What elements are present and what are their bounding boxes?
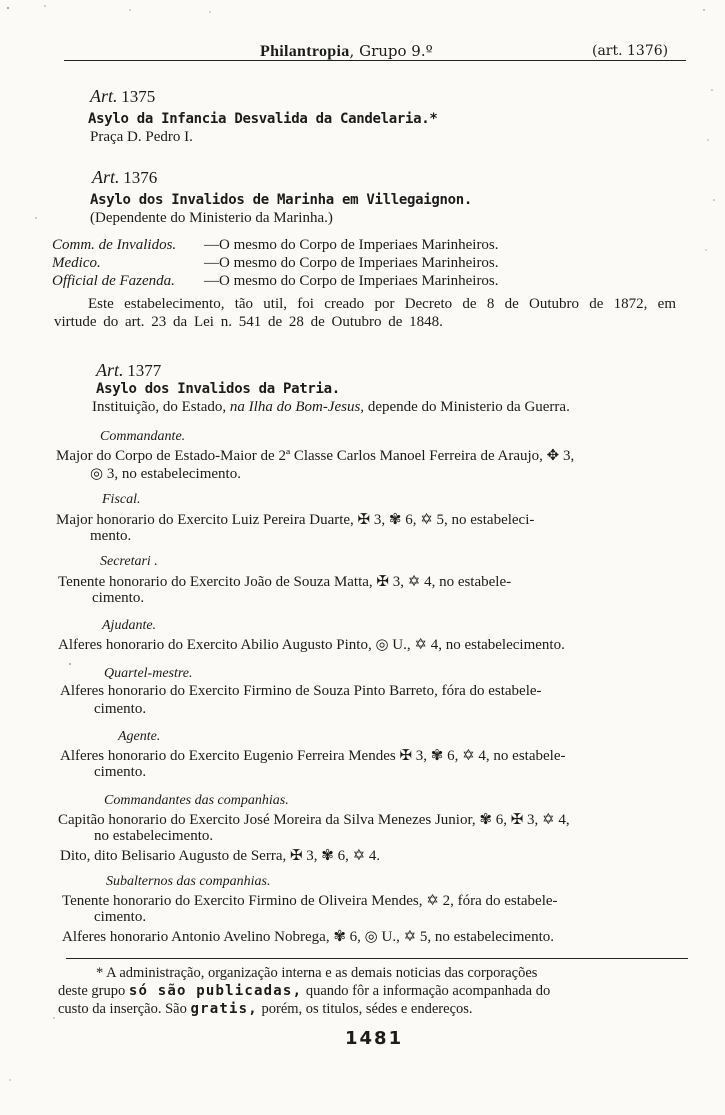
footnote-emphasis: gratis, (190, 1001, 258, 1017)
art-number: 1375 (121, 87, 156, 106)
secretario-line2: cimento. (92, 590, 145, 606)
agente-line1: Alferes honorario do Exercito Eugenio Ferreira Mendes ✠ 3, ✾ 6, ✡ 4, no estabele- (60, 748, 566, 764)
staff-role: Comm. de Invalidos. (52, 237, 177, 253)
footnote-text: porém, os titulos, sédes e endereços. (261, 1001, 473, 1017)
footnote-line1: * A administração, organização interna e as demais noticias das corporações (96, 965, 538, 981)
staff-role: Medico. (52, 255, 101, 271)
section-title-subalternos: Subalternos das companhias. (106, 874, 271, 889)
staff-row (52, 273, 499, 290)
ajudante-line1: Alferes honorario do Exercito Abilio Augusto Pinto, ◎ U., ✡ 4, no estabelecimento. (58, 637, 565, 653)
commandante-line2: ◎ 3, no estabelecimento. (90, 466, 241, 482)
secretario-line1: Tenente honorario do Exercito João de Souza Matta, ✠ 3, ✡ 4, no estabele- (58, 574, 512, 590)
art-1375-address: Praça D. Pedro I. (90, 129, 193, 145)
art-1377-title (96, 360, 161, 381)
quartel-line1: Alferes honorario do Exercito Firmino de Souza Pinto Barreto, fóra do estabele- (60, 683, 542, 699)
art-number: 1376 (123, 168, 158, 187)
header-title (260, 42, 433, 61)
art-1376-title (92, 167, 157, 188)
staff-text: —O mesmo do Corpo de Imperiaes Marinheiros. (204, 273, 499, 289)
subalternos-line2: cimento. (94, 909, 147, 925)
fiscal-line2: mento. (90, 528, 132, 544)
footnote-text: quando fôr a informação acompanhada do (305, 983, 551, 999)
section-title-secretario: Secretari . (100, 554, 158, 569)
section-title-quartel-mestre: Quartel-mestre. (104, 666, 193, 681)
art-1377-institution (92, 399, 570, 416)
staff-row (52, 255, 499, 272)
art-1375-name: Asylo da Infancia Desvalida da Candelaria.* (88, 111, 438, 127)
companhias-line3: Dito, dito Belisario Augusto de Serra, ✠ 3, ✾ 6, ✡ 4. (60, 848, 381, 864)
art-1375-title (90, 86, 155, 107)
staff-role: Official de Fazenda. (52, 273, 175, 289)
footnote-line2 (58, 983, 550, 1000)
art-label: Art. (90, 86, 118, 106)
inst-location: na Ilha do Bom-Jesus, (229, 399, 365, 415)
art-1376-note-line1: Este estabelecimento, tão util, foi creado por Decreto de 8 de Outubro de 1872, em (88, 296, 676, 312)
section-title-agente: Agente. (118, 729, 161, 744)
footnote-emphasis: só são publicadas, (128, 983, 303, 999)
header-group: , Grupo 9.º (349, 42, 433, 60)
inst-part: Instituição, do Estado, (92, 399, 227, 415)
companhias-line1: Capitão honorario do Exercito José Moreira da Silva Menezes Junior, ✾ 6, ✠ 3, ✡ 4, (58, 812, 570, 828)
header-title-bold: Philantropia (260, 43, 350, 60)
inst-part: depende do Ministerio da Guerra. (367, 399, 570, 415)
staff-text: —O mesmo do Corpo de Imperiaes Marinheiros. (204, 237, 499, 253)
agente-line2: cimento. (94, 764, 147, 780)
companhias-line2: no estabelecimento. (94, 828, 214, 844)
quartel-line2: cimento. (94, 701, 147, 717)
section-title-fiscal: Fiscal. (102, 492, 141, 507)
running-header (0, 38, 725, 62)
art-label: Art. (92, 167, 120, 187)
commandante-line1: Major do Corpo de Estado-Maior de 2ª Classe Carlos Manoel Ferreira de Araujo, ✥ 3, (56, 448, 575, 464)
footnote-line3 (58, 1001, 473, 1018)
staff-text: —O mesmo do Corpo de Imperiaes Marinheiros. (204, 255, 499, 271)
art-1376-name: Asylo dos Invalidos de Marinha em Villegaignon. (90, 192, 473, 208)
staff-row (52, 237, 499, 254)
footnote-text: custo da inserção. São (58, 1001, 187, 1017)
footnote-rule (66, 958, 688, 959)
art-1376-note-line2: virtude do art. 23 da Lei n. 541 de 28 de Outubro de 1848. (54, 314, 443, 330)
art-1377-name: Asylo dos Invalidos da Patria. (96, 381, 340, 397)
art-number: 1377 (127, 361, 162, 380)
footnote-text: deste grupo (58, 983, 126, 999)
section-title-commandante: Commandante. (100, 429, 186, 444)
fiscal-line1: Major honorario do Exercito Luiz Pereira Duarte, ✠ 3, ✾ 6, ✡ 5, no estabeleci- (56, 512, 535, 528)
art-label: Art. (96, 360, 124, 380)
section-title-ajudante: Ajudante. (102, 618, 157, 633)
header-rule (64, 60, 686, 61)
subalternos-line3: Alferes honorario Antonio Avelino Nobrega, ✾ 6, ◎ U., ✡ 5, no estabelecimento. (62, 929, 555, 945)
page-number: 1481 (345, 1028, 404, 1049)
section-title-companhias: Commandantes das companhias. (104, 793, 289, 808)
subalternos-line1: Tenente honorario do Exercito Firmino de Oliveira Mendes, ✡ 2, fóra do estabele- (62, 893, 558, 909)
art-1376-dependency: (Dependente do Ministerio da Marinha.) (90, 210, 333, 226)
header-article-ref: (art. 1376) (592, 43, 669, 59)
